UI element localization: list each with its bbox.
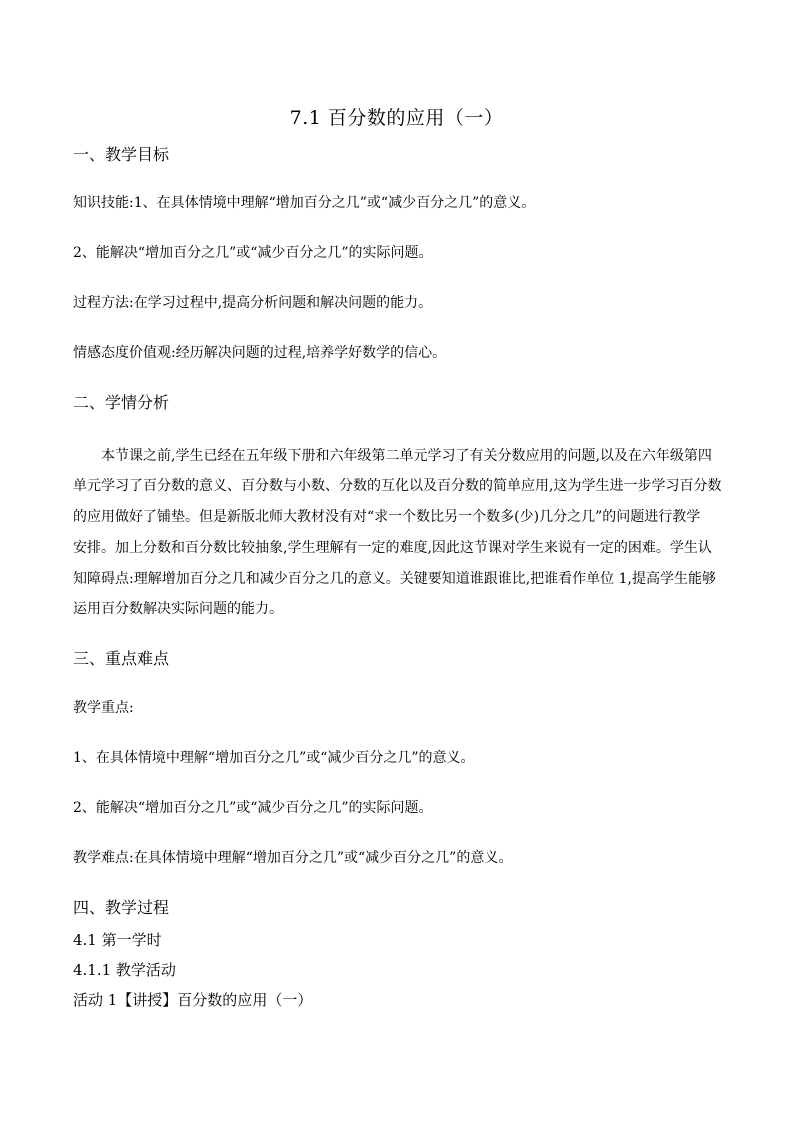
lesson-period: 4.1 第一学时 xyxy=(73,931,162,949)
section-heading-objectives: 一、教学目标 xyxy=(73,145,170,164)
objective-knowledge-skills-2: 2、能解决“增加百分之几”或“减少百分之几”的实际问题。 xyxy=(73,245,433,261)
key-point-1: 1、在具体情境中理解“增加百分之几”或“减少百分之几”的意义。 xyxy=(73,750,475,766)
analysis-line-6: 运用百分数解决实际问题的能力。 xyxy=(73,601,283,617)
analysis-line-3: 的应用做好了铺垫。但是新版北师大教材没有对“求一个数比另一个数多(少)几分之几”的问题进行教学 xyxy=(73,509,701,525)
teaching-activities: 4.1.1 教学活动 xyxy=(73,961,176,979)
key-points-label: 教学重点: xyxy=(73,700,134,716)
analysis-paragraph xyxy=(73,441,723,472)
section-heading-analysis: 二、学情分析 xyxy=(73,393,170,412)
analysis-line-1: 本节课之前,学生已经在五年级下册和六年级第二单元学习了有关分数应用的问题,以及在六年级第四 xyxy=(101,448,712,464)
document-title: 7.1 百分数的应用（一） xyxy=(289,107,504,129)
analysis-line-4: 安排。加上分数和百分数比较抽象,学生理解有一定的难度,因此这节课对学生来说有一定的困难。学生认 xyxy=(73,540,712,556)
key-point-2: 2、能解决“增加百分之几”或“减少百分之几”的实际问题。 xyxy=(73,800,433,816)
section-heading-key-points: 三、重点难点 xyxy=(73,649,170,668)
section-heading-process: 四、教学过程 xyxy=(73,898,170,917)
activity-1: 活动 1【讲授】百分数的应用（一） xyxy=(73,991,313,1009)
objective-process-method: 过程方法:在学习过程中,提高分析问题和解决问题的能力。 xyxy=(73,295,433,311)
objective-attitude-values: 情感态度价值观:经历解决问题的过程,培养学好数学的信心。 xyxy=(73,345,447,361)
analysis-line-5: 知障碍点:理解增加百分之几和减少百分之几的意义。关键要知道谁跟谁比,把谁看作单位 1,提高学生能够 xyxy=(73,571,716,587)
objective-knowledge-skills: 知识技能:1、在具体情境中理解“增加百分之几”或“减少百分之几”的意义。 xyxy=(73,195,536,211)
analysis-line-2: 单元学习了百分数的意义、百分数与小数、分数的互化以及百分数的简单应用,这为学生进一步学习百分数 xyxy=(73,478,722,494)
difficulty-point: 教学难点:在具体情境中理解“增加百分之几”或“减少百分之几”的意义。 xyxy=(73,850,513,866)
